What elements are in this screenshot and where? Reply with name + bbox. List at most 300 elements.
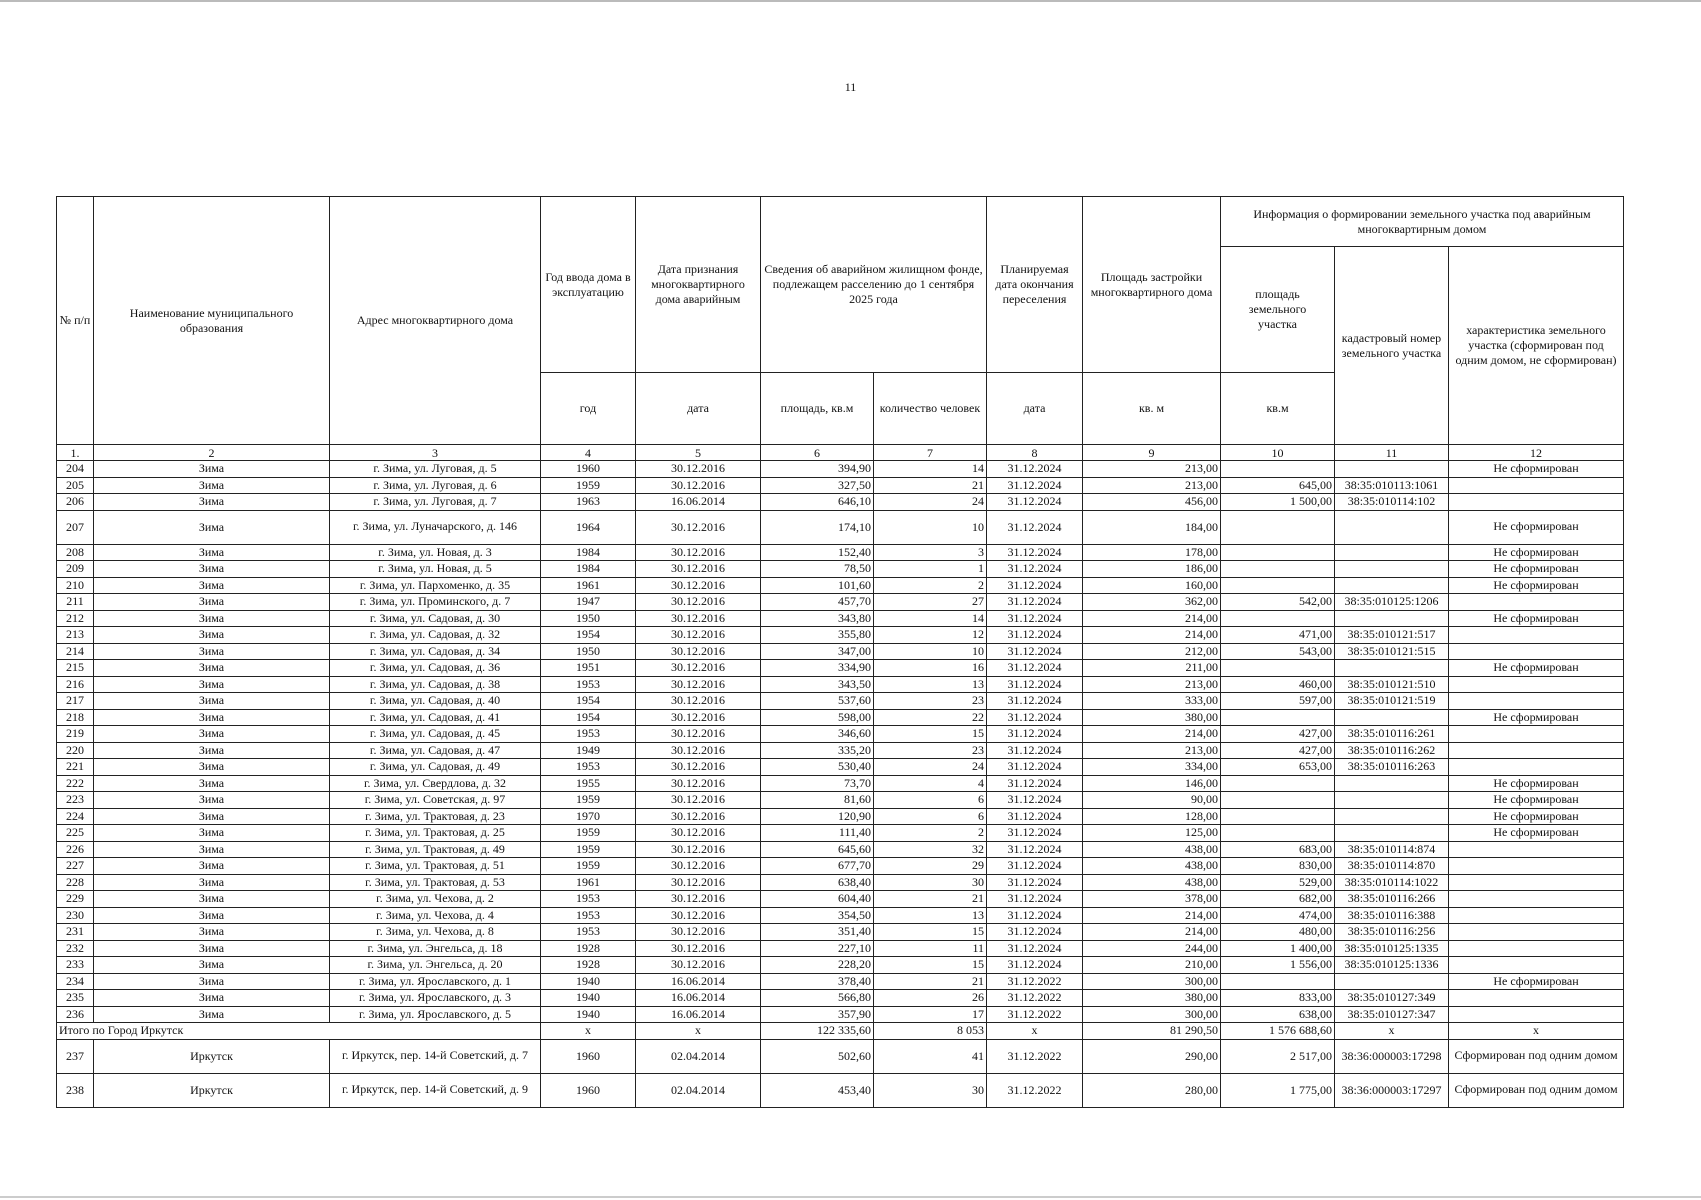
cell-land-area	[1221, 808, 1335, 825]
column-number-row	[57, 445, 1624, 461]
cell-planned-date: 31.12.2024	[987, 775, 1083, 792]
cell-year: 1954	[541, 709, 636, 726]
cell-municipality: Зима	[94, 726, 330, 743]
cell-building-area: 362,00	[1083, 594, 1221, 611]
cell-area: 530,40	[761, 759, 874, 776]
cell-land-char	[1449, 841, 1624, 858]
cell-building-area: 290,00	[1083, 1039, 1221, 1073]
cell-cadastral: 38:35:010116:388	[1335, 907, 1449, 924]
cell-municipality: Зима	[94, 924, 330, 941]
table-row	[57, 544, 1624, 561]
cell-date: 30.12.2016	[636, 676, 761, 693]
cell-land-char	[1449, 957, 1624, 974]
cell-people: 12	[874, 627, 987, 644]
cell-date: 30.12.2016	[636, 726, 761, 743]
cell-date: 30.12.2016	[636, 544, 761, 561]
cell-num: 206	[57, 494, 94, 511]
cell-land-area	[1221, 660, 1335, 677]
table-row	[57, 990, 1624, 1007]
cell-year: 1953	[541, 676, 636, 693]
cell-land-char	[1449, 726, 1624, 743]
header-municipality: Наименование муниципального образования	[94, 197, 330, 445]
cell-land-char: Не сформирован	[1449, 775, 1624, 792]
cell-date: 30.12.2016	[636, 742, 761, 759]
cell-municipality: Зима	[94, 494, 330, 511]
cell-building-area: 160,00	[1083, 577, 1221, 594]
cell-year: 1947	[541, 594, 636, 611]
cell-area: 357,90	[761, 1006, 874, 1023]
cell-address: г. Зима, ул. Трактовая, д. 23	[330, 808, 541, 825]
cell-date: 30.12.2016	[636, 775, 761, 792]
cell-people: 15	[874, 924, 987, 941]
cell-land-area	[1221, 461, 1335, 478]
table-row	[57, 461, 1624, 478]
header-land-area: площадь земельного участка	[1221, 247, 1335, 373]
total-label: Итого по Город Иркутск	[57, 1023, 541, 1040]
cell-year: 1963	[541, 494, 636, 511]
cell-area: 120,90	[761, 808, 874, 825]
table-row	[57, 1039, 1624, 1073]
cell-people: 17	[874, 1006, 987, 1023]
cell-municipality: Зима	[94, 841, 330, 858]
cell-land-area: 683,00	[1221, 841, 1335, 858]
cell-people: 24	[874, 494, 987, 511]
cell-building-area: 378,00	[1083, 891, 1221, 908]
cell-cadastral	[1335, 775, 1449, 792]
cell-year: 1964	[541, 510, 636, 544]
cell-land-area	[1221, 709, 1335, 726]
cell-area: 646,10	[761, 494, 874, 511]
header-num: № п/п	[57, 197, 94, 445]
cell-num: 236	[57, 1006, 94, 1023]
table-row	[57, 643, 1624, 660]
cell-building-area: 380,00	[1083, 709, 1221, 726]
table-row	[57, 693, 1624, 710]
cell-planned-date: 31.12.2024	[987, 891, 1083, 908]
cell-date: 30.12.2016	[636, 510, 761, 544]
cell-land-char: Не сформирован	[1449, 561, 1624, 578]
cell-date: 30.12.2016	[636, 874, 761, 891]
total-land-char: x	[1449, 1023, 1624, 1040]
cell-num: 204	[57, 461, 94, 478]
cell-area: 334,90	[761, 660, 874, 677]
scan-edge-top	[0, 0, 1701, 2]
cell-year: 1949	[541, 742, 636, 759]
cell-address: г. Зима, ул. Ярославского, д. 5	[330, 1006, 541, 1023]
cell-cadastral	[1335, 610, 1449, 627]
cell-municipality: Зима	[94, 676, 330, 693]
cell-num: 213	[57, 627, 94, 644]
cell-land-char: Не сформирован	[1449, 510, 1624, 544]
cell-date: 30.12.2016	[636, 940, 761, 957]
cell-building-area: 213,00	[1083, 477, 1221, 494]
cell-land-char	[1449, 924, 1624, 941]
cell-land-char	[1449, 858, 1624, 875]
cell-municipality: Зима	[94, 858, 330, 875]
header-unit-date: дата	[636, 373, 761, 445]
cell-area: 228,20	[761, 957, 874, 974]
cell-date: 30.12.2016	[636, 891, 761, 908]
table-row	[57, 907, 1624, 924]
cell-cadastral: 38:35:010114:874	[1335, 841, 1449, 858]
cell-people: 23	[874, 742, 987, 759]
cell-land-char	[1449, 477, 1624, 494]
cell-land-char	[1449, 940, 1624, 957]
cell-date: 30.12.2016	[636, 610, 761, 627]
table-row	[57, 957, 1624, 974]
cell-year: 1928	[541, 940, 636, 957]
cell-num: 210	[57, 577, 94, 594]
cell-planned-date: 31.12.2024	[987, 841, 1083, 858]
cell-num: 205	[57, 477, 94, 494]
cell-land-char	[1449, 990, 1624, 1007]
cell-people: 3	[874, 544, 987, 561]
cell-year: 1953	[541, 726, 636, 743]
cell-address: г. Зима, ул. Садовая, д. 47	[330, 742, 541, 759]
cell-cadastral: 38:35:010116:266	[1335, 891, 1449, 908]
cell-num: 224	[57, 808, 94, 825]
cell-address: г. Зима, ул. Трактовая, д. 25	[330, 825, 541, 842]
cell-people: 30	[874, 1073, 987, 1107]
cell-year: 1959	[541, 841, 636, 858]
cell-building-area: 214,00	[1083, 627, 1221, 644]
cell-cadastral	[1335, 577, 1449, 594]
cell-cadastral: 38:35:010121:515	[1335, 643, 1449, 660]
cell-year: 1959	[541, 825, 636, 842]
cell-date: 30.12.2016	[636, 477, 761, 494]
cell-people: 1	[874, 561, 987, 578]
cell-address: г. Зима, ул. Энгельса, д. 18	[330, 940, 541, 957]
cell-building-area: 380,00	[1083, 990, 1221, 1007]
cell-area: 101,60	[761, 577, 874, 594]
table-row	[57, 742, 1624, 759]
total-people: 8 053	[874, 1023, 987, 1040]
cell-area: 174,10	[761, 510, 874, 544]
cell-building-area: 300,00	[1083, 1006, 1221, 1023]
col-number: 12	[1449, 445, 1624, 461]
cell-address: г. Зима, ул. Садовая, д. 49	[330, 759, 541, 776]
cell-date: 30.12.2016	[636, 808, 761, 825]
cell-municipality: Зима	[94, 940, 330, 957]
cell-cadastral: 38:35:010121:510	[1335, 676, 1449, 693]
cell-people: 21	[874, 973, 987, 990]
total-row	[57, 1023, 1624, 1040]
cell-num: 222	[57, 775, 94, 792]
cell-land-area: 542,00	[1221, 594, 1335, 611]
cell-num: 237	[57, 1039, 94, 1073]
housing-table	[56, 196, 1624, 1108]
cell-land-char	[1449, 759, 1624, 776]
cell-area: 354,50	[761, 907, 874, 924]
cell-date: 30.12.2016	[636, 957, 761, 974]
cell-municipality: Зима	[94, 957, 330, 974]
cell-year: 1984	[541, 561, 636, 578]
cell-cadastral: 38:36:000003:17298	[1335, 1039, 1449, 1073]
cell-land-char: Не сформирован	[1449, 461, 1624, 478]
cell-year: 1940	[541, 1006, 636, 1023]
table-row	[57, 709, 1624, 726]
cell-land-area: 1 500,00	[1221, 494, 1335, 511]
cell-municipality: Зима	[94, 561, 330, 578]
cell-num: 215	[57, 660, 94, 677]
cell-address: г. Иркутск, пер. 14-й Советский, д. 9	[330, 1073, 541, 1107]
cell-year: 1959	[541, 477, 636, 494]
cell-municipality: Зима	[94, 792, 330, 809]
cell-land-char	[1449, 742, 1624, 759]
cell-land-char	[1449, 494, 1624, 511]
cell-cadastral	[1335, 510, 1449, 544]
cell-building-area: 213,00	[1083, 676, 1221, 693]
table-row	[57, 627, 1624, 644]
col-number: 6	[761, 445, 874, 461]
header-planned-date: Планируемая дата окончания переселения	[987, 197, 1083, 373]
cell-planned-date: 31.12.2024	[987, 676, 1083, 693]
cell-land-char: Не сформирован	[1449, 808, 1624, 825]
cell-planned-date: 31.12.2024	[987, 874, 1083, 891]
cell-area: 638,40	[761, 874, 874, 891]
cell-address: г. Зима, ул. Трактовая, д. 51	[330, 858, 541, 875]
cell-people: 32	[874, 841, 987, 858]
cell-building-area: 214,00	[1083, 726, 1221, 743]
cell-municipality: Зима	[94, 1006, 330, 1023]
cell-planned-date: 31.12.2024	[987, 759, 1083, 776]
cell-num: 221	[57, 759, 94, 776]
cell-address: г. Зима, ул. Садовая, д. 45	[330, 726, 541, 743]
cell-area: 347,00	[761, 643, 874, 660]
cell-year: 1970	[541, 808, 636, 825]
cell-area: 346,60	[761, 726, 874, 743]
cell-building-area: 125,00	[1083, 825, 1221, 842]
cell-cadastral: 38:35:010116:262	[1335, 742, 1449, 759]
cell-num: 220	[57, 742, 94, 759]
cell-num: 228	[57, 874, 94, 891]
cell-land-char: Не сформирован	[1449, 973, 1624, 990]
cell-planned-date: 31.12.2024	[987, 660, 1083, 677]
cell-num: 233	[57, 957, 94, 974]
cell-people: 13	[874, 676, 987, 693]
cell-date: 30.12.2016	[636, 825, 761, 842]
cell-num: 214	[57, 643, 94, 660]
cell-municipality: Зима	[94, 709, 330, 726]
table-row	[57, 973, 1624, 990]
cell-address: г. Зима, ул. Садовая, д. 34	[330, 643, 541, 660]
cell-year: 1953	[541, 907, 636, 924]
cell-address: г. Зима, ул. Трактовая, д. 53	[330, 874, 541, 891]
cell-planned-date: 31.12.2022	[987, 990, 1083, 1007]
cell-year: 1960	[541, 461, 636, 478]
cell-date: 16.06.2014	[636, 1006, 761, 1023]
cell-people: 30	[874, 874, 987, 891]
header-land-info: Информация о формировании земельного участка под аварийным многоквартирным домом	[1221, 197, 1624, 247]
cell-planned-date: 31.12.2024	[987, 792, 1083, 809]
cell-cadastral: 38:35:010114:870	[1335, 858, 1449, 875]
cell-land-area: 427,00	[1221, 726, 1335, 743]
header-cadastral: кадастровый номер земельного участка	[1335, 247, 1449, 445]
cell-people: 41	[874, 1039, 987, 1073]
header-recognition-date: Дата признания многоквартирного дома аварийным	[636, 197, 761, 373]
table-body	[57, 461, 1624, 1108]
cell-year: 1959	[541, 792, 636, 809]
cell-building-area: 90,00	[1083, 792, 1221, 809]
cell-address: г. Зима, ул. Чехова, д. 8	[330, 924, 541, 941]
total-date: x	[636, 1023, 761, 1040]
cell-cadastral: 38:35:010127:349	[1335, 990, 1449, 1007]
cell-num: 211	[57, 594, 94, 611]
cell-date: 30.12.2016	[636, 924, 761, 941]
cell-people: 14	[874, 461, 987, 478]
total-year: x	[541, 1023, 636, 1040]
cell-people: 21	[874, 891, 987, 908]
table-row	[57, 775, 1624, 792]
cell-land-area: 543,00	[1221, 643, 1335, 660]
cell-cadastral: 38:35:010116:256	[1335, 924, 1449, 941]
cell-planned-date: 31.12.2024	[987, 858, 1083, 875]
cell-people: 6	[874, 808, 987, 825]
cell-num: 232	[57, 940, 94, 957]
cell-address: г. Зима, ул. Луначарского, д. 146	[330, 510, 541, 544]
cell-address: г. Зима, ул. Ярославского, д. 3	[330, 990, 541, 1007]
cell-people: 21	[874, 477, 987, 494]
cell-land-area: 1 400,00	[1221, 940, 1335, 957]
cell-planned-date: 31.12.2022	[987, 1006, 1083, 1023]
cell-people: 26	[874, 990, 987, 1007]
cell-cadastral	[1335, 660, 1449, 677]
cell-land-area	[1221, 544, 1335, 561]
cell-land-area: 2 517,00	[1221, 1039, 1335, 1073]
cell-municipality: Зима	[94, 660, 330, 677]
cell-planned-date: 31.12.2024	[987, 594, 1083, 611]
cell-address: г. Зима, ул. Новая, д. 5	[330, 561, 541, 578]
cell-municipality: Зима	[94, 973, 330, 990]
cell-date: 30.12.2016	[636, 841, 761, 858]
cell-municipality: Зима	[94, 461, 330, 478]
cell-building-area: 333,00	[1083, 693, 1221, 710]
cell-address: г. Зима, ул. Луговая, д. 5	[330, 461, 541, 478]
cell-land-char	[1449, 643, 1624, 660]
cell-planned-date: 31.12.2024	[987, 742, 1083, 759]
total-area: 122 335,60	[761, 1023, 874, 1040]
cell-date: 30.12.2016	[636, 709, 761, 726]
cell-land-char: Не сформирован	[1449, 792, 1624, 809]
cell-num: 238	[57, 1073, 94, 1107]
page-number: 11	[844, 80, 857, 94]
cell-cadastral	[1335, 461, 1449, 478]
cell-date: 30.12.2016	[636, 759, 761, 776]
cell-date: 30.12.2016	[636, 627, 761, 644]
cell-date: 30.12.2016	[636, 577, 761, 594]
cell-people: 15	[874, 957, 987, 974]
cell-address: г. Зима, ул. Советская, д. 97	[330, 792, 541, 809]
cell-building-area: 438,00	[1083, 858, 1221, 875]
cell-building-area: 214,00	[1083, 610, 1221, 627]
header-unit-people: количество человек	[874, 373, 987, 445]
table-row	[57, 594, 1624, 611]
cell-area: 78,50	[761, 561, 874, 578]
cell-people: 11	[874, 940, 987, 957]
cell-cadastral: 38:35:010121:519	[1335, 693, 1449, 710]
cell-address: г. Зима, ул. Садовая, д. 40	[330, 693, 541, 710]
cell-building-area: 280,00	[1083, 1073, 1221, 1107]
cell-area: 566,80	[761, 990, 874, 1007]
cell-land-area: 460,00	[1221, 676, 1335, 693]
cell-municipality: Зима	[94, 544, 330, 561]
cell-date: 30.12.2016	[636, 461, 761, 478]
cell-address: г. Зима, ул. Чехова, д. 2	[330, 891, 541, 908]
cell-municipality: Иркутск	[94, 1073, 330, 1107]
cell-municipality: Зима	[94, 693, 330, 710]
cell-cadastral: 38:35:010125:1336	[1335, 957, 1449, 974]
table-row	[57, 891, 1624, 908]
cell-land-char	[1449, 907, 1624, 924]
header-year-built: Год ввода дома в эксплуатацию	[541, 197, 636, 373]
cell-municipality: Зима	[94, 907, 330, 924]
cell-address: г. Зима, ул. Чехова, д. 4	[330, 907, 541, 924]
cell-area: 327,50	[761, 477, 874, 494]
cell-land-area	[1221, 561, 1335, 578]
cell-planned-date: 31.12.2024	[987, 461, 1083, 478]
cell-area: 378,40	[761, 973, 874, 990]
cell-address: г. Зима, ул. Новая, д. 3	[330, 544, 541, 561]
cell-land-area: 645,00	[1221, 477, 1335, 494]
cell-num: 218	[57, 709, 94, 726]
cell-land-area: 480,00	[1221, 924, 1335, 941]
cell-year: 1951	[541, 660, 636, 677]
table-row	[57, 494, 1624, 511]
cell-people: 24	[874, 759, 987, 776]
cell-year: 1928	[541, 957, 636, 974]
cell-people: 10	[874, 510, 987, 544]
cell-area: 604,40	[761, 891, 874, 908]
cell-area: 227,10	[761, 940, 874, 957]
cell-address: г. Зима, ул. Энгельса, д. 20	[330, 957, 541, 974]
cell-cadastral	[1335, 561, 1449, 578]
cell-land-char: Сформирован под одним домом	[1449, 1039, 1624, 1073]
cell-cadastral: 38:35:010121:517	[1335, 627, 1449, 644]
cell-planned-date: 31.12.2024	[987, 561, 1083, 578]
cell-land-area	[1221, 610, 1335, 627]
table-row	[57, 477, 1624, 494]
cell-land-area: 529,00	[1221, 874, 1335, 891]
cell-area: 537,60	[761, 693, 874, 710]
cell-num: 209	[57, 561, 94, 578]
cell-area: 457,70	[761, 594, 874, 611]
cell-year: 1953	[541, 759, 636, 776]
total-land-area: 1 576 688,60	[1221, 1023, 1335, 1040]
cell-address: г. Иркутск, пер. 14-й Советский, д. 7	[330, 1039, 541, 1073]
cell-municipality: Зима	[94, 643, 330, 660]
cell-area: 502,60	[761, 1039, 874, 1073]
cell-land-char: Не сформирован	[1449, 660, 1624, 677]
cell-building-area: 438,00	[1083, 841, 1221, 858]
table-row	[57, 825, 1624, 842]
cell-land-area: 597,00	[1221, 693, 1335, 710]
table-row	[57, 510, 1624, 544]
cell-people: 10	[874, 643, 987, 660]
col-number: 2	[94, 445, 330, 461]
cell-municipality: Зима	[94, 825, 330, 842]
cell-num: 230	[57, 907, 94, 924]
cell-land-area: 1 775,00	[1221, 1073, 1335, 1107]
table-row	[57, 940, 1624, 957]
cell-people: 15	[874, 726, 987, 743]
header-unit-date2: дата	[987, 373, 1083, 445]
cell-planned-date: 31.12.2024	[987, 627, 1083, 644]
cell-year: 1960	[541, 1039, 636, 1073]
cell-people: 2	[874, 825, 987, 842]
cell-building-area: 146,00	[1083, 775, 1221, 792]
cell-cadastral: 38:35:010114:102	[1335, 494, 1449, 511]
cell-planned-date: 31.12.2022	[987, 1039, 1083, 1073]
